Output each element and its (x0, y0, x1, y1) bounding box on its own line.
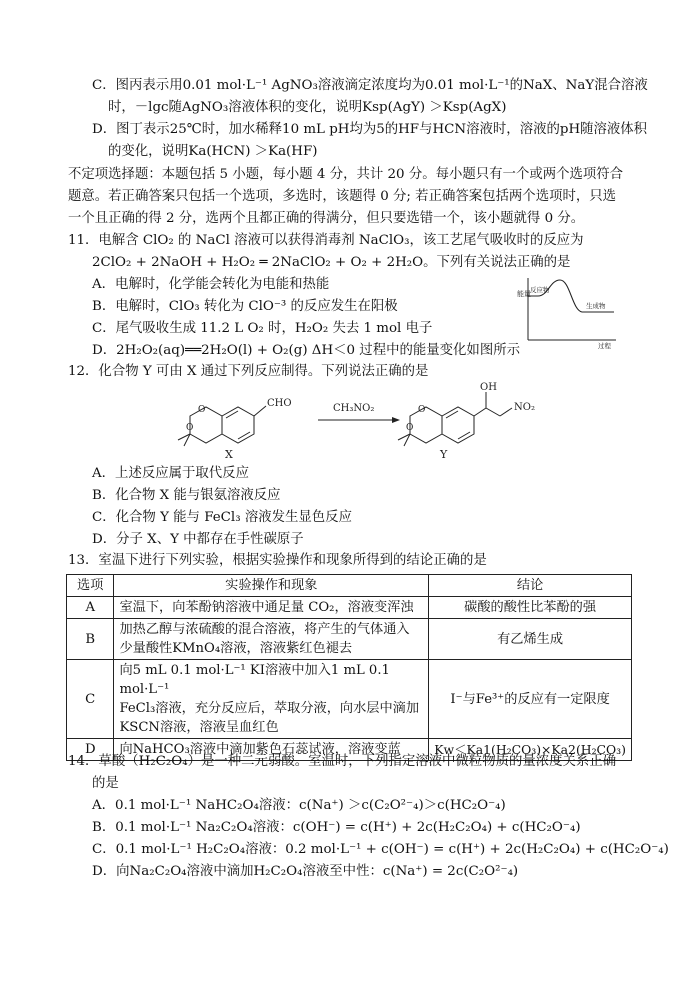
row-b-option: B (67, 619, 114, 660)
x-ring-o2: O (186, 423, 194, 433)
row-c-conclusion: I⁻与Fe³⁺的反应有一定限度 (429, 660, 632, 739)
q14-stem-line2: 的是 (92, 776, 119, 791)
q14-option-d: D．向Na₂C₂O₄溶液中滴加H₂C₂O₄溶液至中性：c(Na⁺) = 2c(C₂O²⁻₄) (92, 864, 519, 879)
row-b-conclusion: 有乙烯生成 (429, 619, 632, 660)
q13-stem: 13．室温下进行下列实验，根据实验操作和现象所得到的结论正确的是 (68, 553, 487, 568)
q14-option-c: C．0.1 mol·L⁻¹ H₂C₂O₄溶液：0.2 mol·L⁻¹ + c(OH⁻) = c(H⁺) + 2c(H₂C₂O₄) + c(HC₂O⁻₄) (92, 842, 669, 857)
y-ring-o1: O (418, 405, 426, 415)
molecule-y (398, 392, 512, 446)
q11-option-b: B．电解时，ClO₃ 转化为 ClO⁻³ 的反应发生在阳极 (92, 299, 398, 314)
q10-option-d-line1: D．图丁表示25℃时，加水稀释10 mL pH均为5的HF与HCN溶液时，溶液的pH随溶液体积 (92, 122, 648, 137)
row-a-option: A (67, 597, 114, 619)
q11-stem-line2: 2ClO₂ + 2NaOH + H₂O₂ ═ 2NaClO₂ + O₂ + 2H₂O。下列有关说法正确的是 (92, 255, 571, 270)
row-c-option: C (67, 660, 114, 739)
q12-reaction-scheme (170, 380, 570, 462)
x-label: X (225, 448, 233, 461)
y-ring-o2: O (406, 423, 414, 433)
q12-option-a: A．上述反应属于取代反应 (92, 466, 249, 481)
q14-option-a: A．0.1 mol·L⁻¹ NaHC₂O₄溶液：c(Na⁺) ＞c(C₂O²⁻₄)＞c(HC₂O⁻₄) (92, 798, 506, 813)
row-c-operation-line3: KSCN溶液，溶液呈血红色 (119, 720, 279, 735)
table-row (67, 660, 632, 739)
q10-option-c-line1: C．图丙表示用0.01 mol·L⁻¹ AgNO₃溶液滴定浓度均为0.01 mol·L⁻¹的NaX、NaY混合溶液 (92, 78, 648, 93)
row-c-operation (114, 660, 429, 739)
q12-option-c: C．化合物 Y 能与 FeCl₃ 溶液发生显色反应 (92, 510, 352, 525)
q12-option-b: B．化合物 X 能与银氨溶液反应 (92, 488, 281, 503)
q11-option-c: C．尾气吸收生成 11.2 L O₂ 时，H₂O₂ 失去 1 mol 电子 (92, 321, 433, 336)
reactant-label: 反应物 (530, 286, 550, 294)
table-row (67, 597, 632, 619)
row-c-operation-line2: FeCl₃溶液，充分反应后，萃取分液，向水层中滴加 (119, 701, 420, 716)
q11-option-d: D．2H₂O₂(aq)══2H₂O(l) + O₂(g) ΔH＜0 过程中的能量变化如图所示 (92, 343, 520, 358)
energy-axis-label: 能量 (517, 290, 531, 298)
row-b-operation-line1: 加热乙醇与浓硫酸的混合溶液，将产生的气体通入 (119, 622, 410, 637)
x-cho-label: CHO (267, 398, 292, 409)
section-instructions-line1: 不定项选择题：本题包括 5 小题，每小题 4 分，共计 20 分。每小题只有一个或两个选项符合 (68, 167, 624, 182)
q10-option-c-line2: 时，－lgc随AgNO₃溶液体积的变化，说明Ksp(AgY) ＞Ksp(AgX) (108, 100, 507, 115)
process-axis-label: 过程 (598, 342, 611, 350)
section-instructions-line2: 题意。若正确答案只包括一个选项，多选时，该题得 0 分; 若正确答案包括两个选项时，只选 (68, 189, 617, 204)
row-d-conclusion: Kw＜Ka1(H₂CO₃)×Ka2(H₂CO₃) (429, 739, 632, 761)
x-ring-o1: O (198, 405, 206, 415)
row-b-operation (114, 619, 429, 660)
y-no2-label: NO₂ (514, 402, 535, 413)
q14-option-b: B．0.1 mol·L⁻¹ Na₂C₂O₄溶液：c(OH⁻) = c(H⁺) + 2c(H₂C₂O₄) + c(HC₂O⁻₄) (92, 820, 581, 835)
y-oh-label: OH (480, 382, 497, 393)
q14-stem-line1: 14．草酸（H₂C₂O₄）是一种二元弱酸。室温时，下列指定溶液中微粒物质的量浓度关系正确 (68, 754, 617, 769)
q12-stem: 12．化合物 Y 可由 X 通过下列反应制得。下列说法正确的是 (68, 364, 429, 379)
q13-table (66, 574, 632, 761)
table-row (67, 619, 632, 660)
q11-option-a: A．电解时，化学能会转化为电能和热能 (92, 277, 330, 292)
row-d-option: D (67, 739, 114, 761)
row-a-conclusion: 碳酸的酸性比苯酚的强 (429, 597, 632, 619)
q11-stem-line1: 11．电解含 ClO₂ 的 NaCl 溶液可以获得消毒剂 NaClO₃，该工艺尾气吸收时的反应为 (68, 233, 584, 248)
energy-diagram (516, 274, 620, 350)
reagent-label: CH₃NO₂ (333, 403, 375, 414)
header-operation: 实验操作和现象 (114, 575, 429, 597)
section-instructions-line3: 一个且正确的得 2 分，选两个且都正确的得满分，但只要选错一个，该小题就得 0 分。 (68, 211, 585, 226)
table-header-row (67, 575, 632, 597)
row-b-operation-line2: 少量酸性KMnO₄溶液，溶液紫红色褪去 (119, 641, 353, 656)
y-label: Y (440, 448, 448, 461)
product-label: 生成物 (586, 302, 606, 310)
row-d-operation: 向NaHCO₃溶液中滴加紫色石蕊试液，溶液变蓝 (114, 739, 429, 761)
header-option: 选项 (67, 575, 114, 597)
row-c-operation-line1: 向5 mL 0.1 mol·L⁻¹ KI溶液中加入1 mL 0.1 mol·L⁻¹ (119, 663, 390, 697)
row-a-operation: 室温下，向苯酚钠溶液中通足量 CO₂，溶液变浑浊 (114, 597, 429, 619)
header-conclusion: 结论 (429, 575, 632, 597)
q10-option-d-line2: 的变化，说明Ka(HCN) ＞Ka(HF) (108, 144, 318, 159)
q12-option-d: D．分子 X、Y 中都存在手性碳原子 (92, 532, 304, 547)
